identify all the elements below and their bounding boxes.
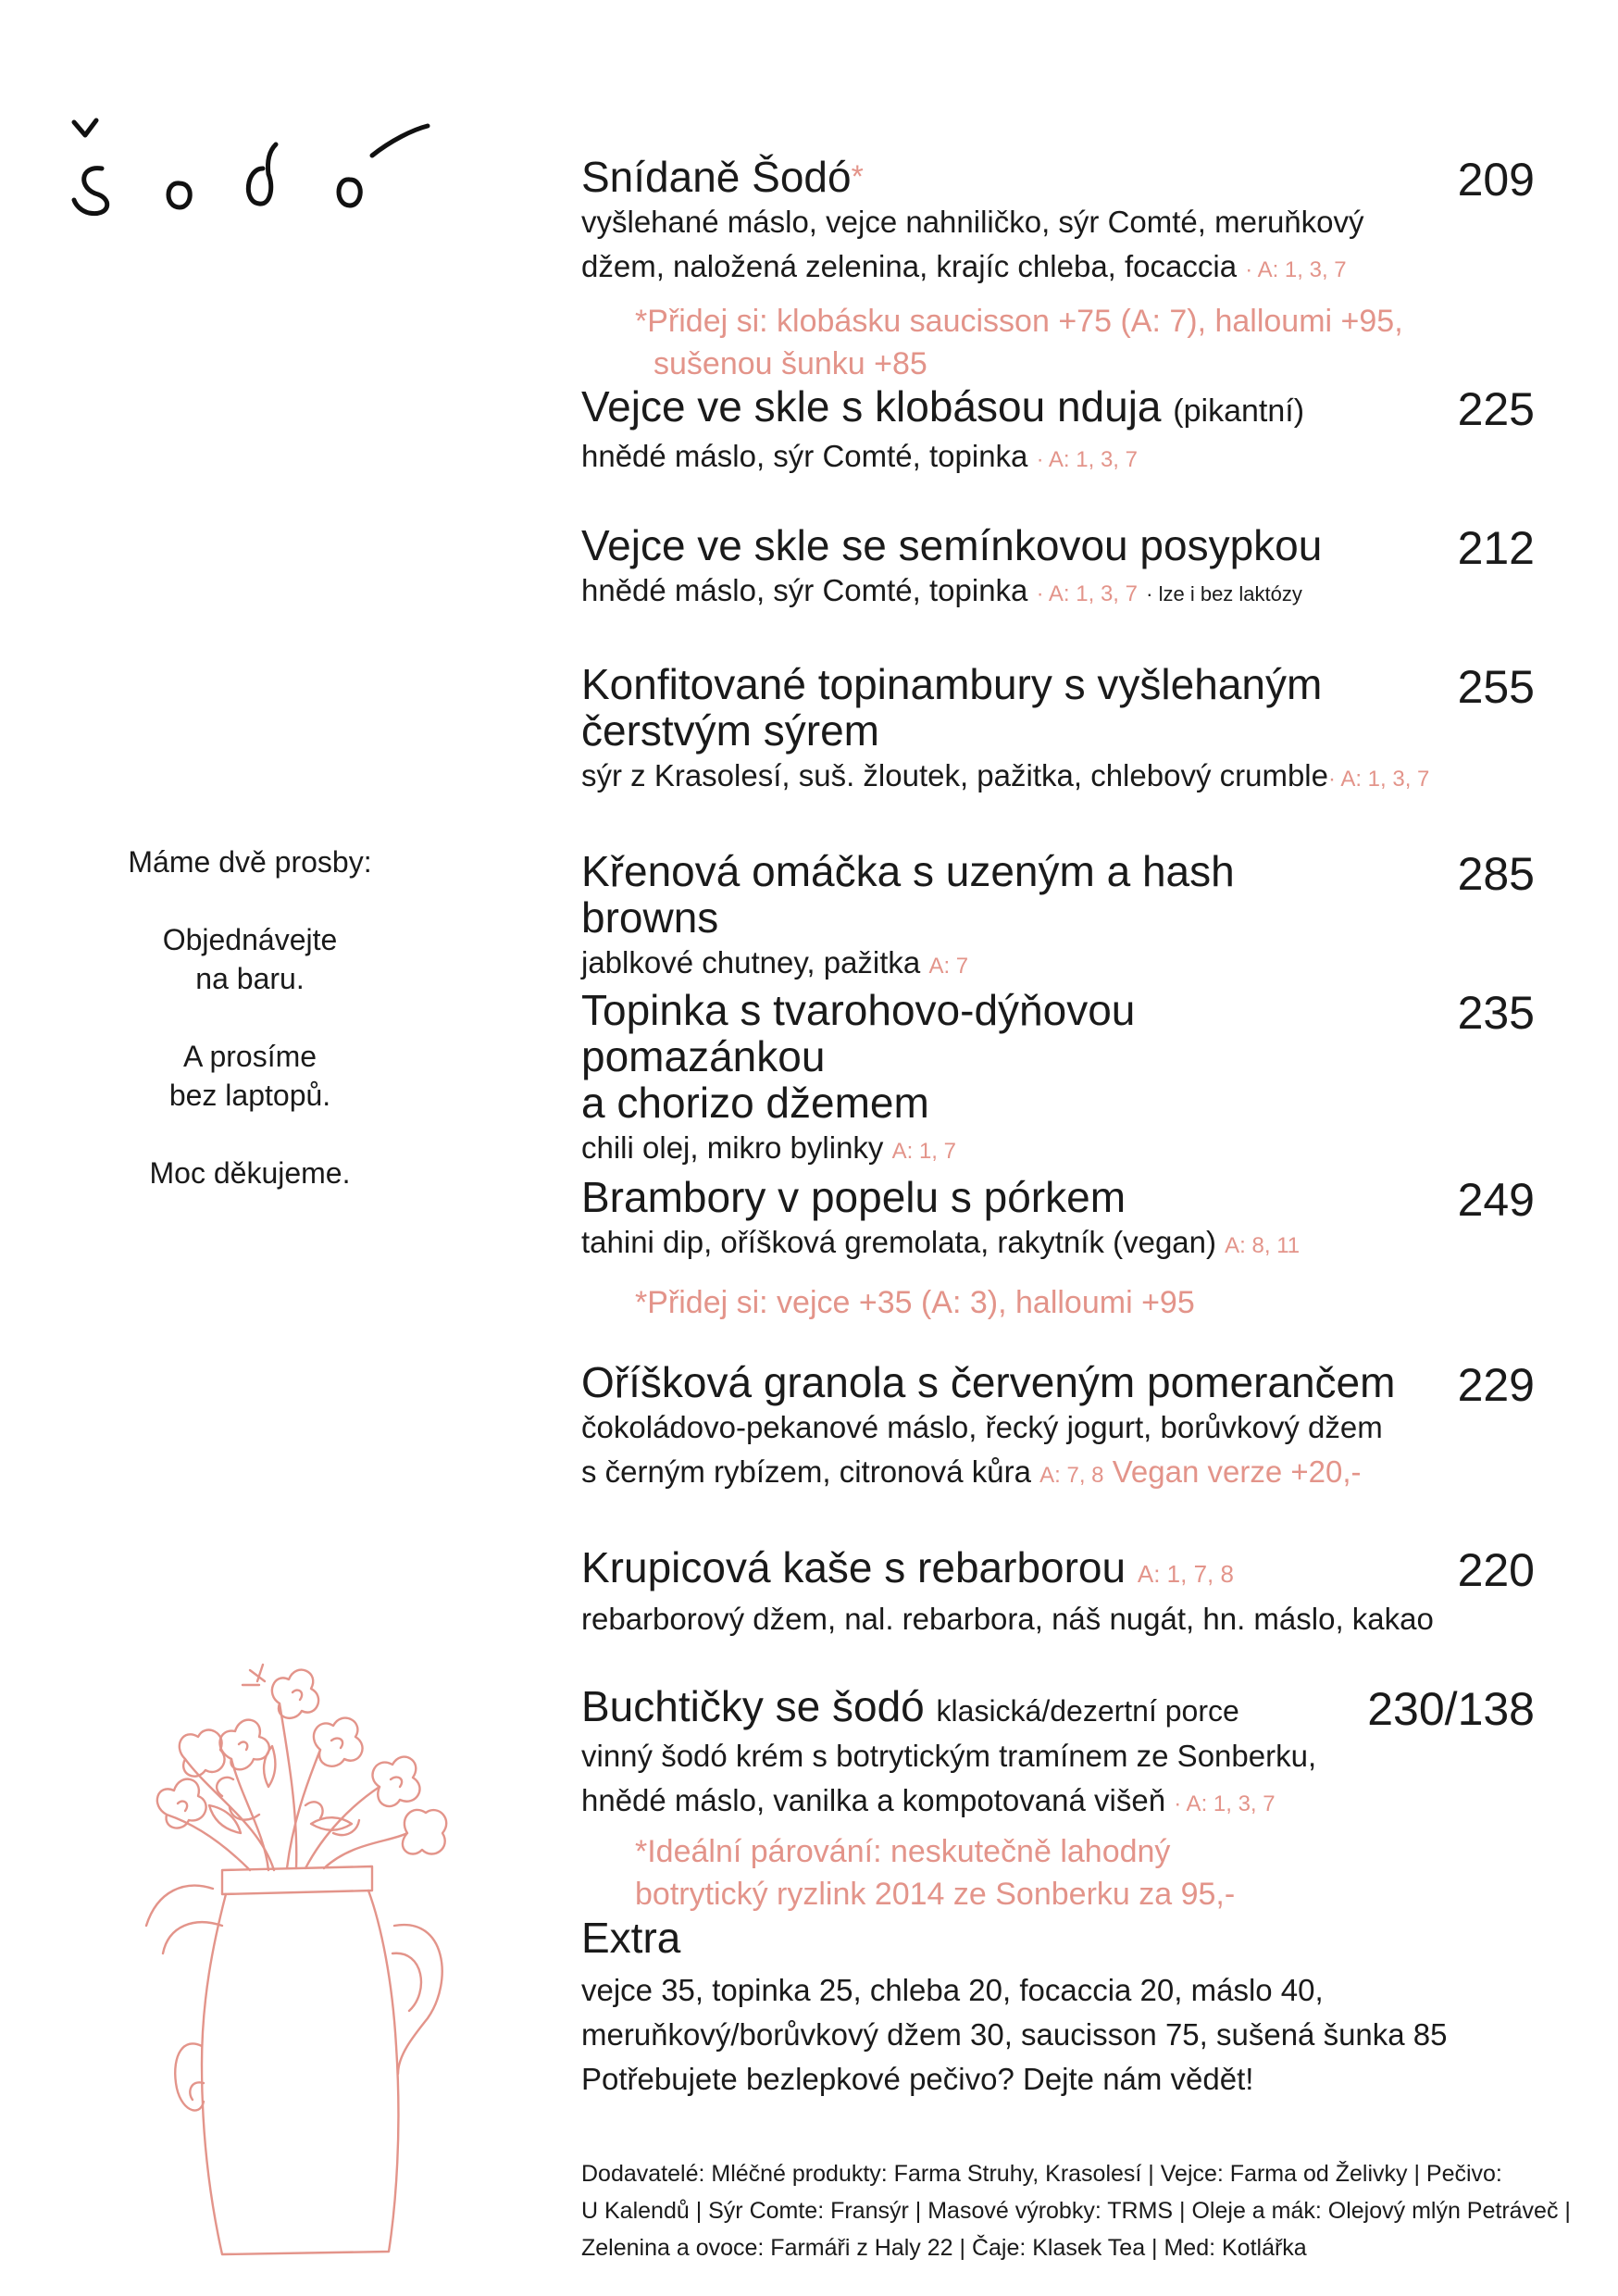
suppliers-list: Dodavatelé: Mléčné produkty: Farma Struhy, Krasolesí | Vejce: Farma od Želivky | Pečivo: U Kalendů | Sýr Comte: Fransýr | Masové výrobky: TRMS | Oleje a mák: Olejový mlýn Petráveč | Zelenina a ovoce: Farmáři z Haly 22 | Čaje: Klasek Tea | Med: Kotlářka	[581, 2161, 1571, 2261]
allergen-info: A: 8, 11	[1225, 1233, 1301, 1258]
allergen-info: A: 1, 7, 8	[1137, 1560, 1234, 1588]
menu-item-buchticky	[581, 1683, 1535, 1915]
addon-note: *Přidej si: vejce +35 (A: 3), halloumi +95	[635, 1285, 1195, 1320]
item-name: Brambory v popelu s pórkem	[581, 1173, 1126, 1221]
item-name-line2: a chorizo džemem	[581, 1079, 929, 1127]
lactose-free-note: · lze i bez laktózy	[1146, 582, 1302, 605]
menu-item-krenova-omacka	[581, 848, 1535, 989]
customer-notes	[56, 842, 444, 1231]
item-description: sýr z Krasolesí, suš. žloutek, pažitka, chlebový crumble	[581, 758, 1328, 792]
allergen-info: · A: 1, 3, 7	[1328, 767, 1430, 792]
addon-note: *Přidej si: klobásku saucisson +75 (A: 7), halloumi +95, sušenou šunku +85	[635, 304, 1403, 381]
notes-no-laptops: A prosíme bez laptopů.	[168, 1040, 331, 1112]
item-price: 229	[1457, 1359, 1535, 1411]
menu-item-vejce-nduja	[581, 383, 1535, 482]
item-description: džem, naložená zelenina, krajíc chleba, focaccia	[581, 249, 1238, 283]
item-price: 249	[1457, 1174, 1535, 1226]
vegan-option: Vegan verze +20,-	[1112, 1454, 1362, 1489]
item-price: 255	[1457, 661, 1535, 713]
item-description: vyšlehané máslo, vejce nahniličko, sýr Comté, meruňkový	[581, 205, 1364, 239]
notes-intro: Máme dvě prosby:	[128, 845, 372, 879]
menu-item-granola	[581, 1359, 1535, 1498]
flower-vase-illustration	[83, 1648, 472, 2259]
item-name: Buchtičky se šodó	[581, 1682, 925, 1730]
item-description: čokoládovo-pekanové máslo, řecký jogurt, borůvkový džem	[581, 1410, 1383, 1444]
item-name: Konfitované topinambury s vyšlehaným	[581, 660, 1323, 708]
allergen-info: A: 7, 8	[1039, 1463, 1104, 1488]
item-name: Křenová omáčka s uzeným a hash browns	[581, 847, 1235, 942]
item-description: vinný šodó krém s botrytickým tramínem ze Sonberku,	[581, 1739, 1317, 1773]
menu-item-topinka-pomazanka	[581, 987, 1535, 1174]
notes-thanks: Moc děkujeme.	[149, 1156, 351, 1190]
menu-item-topinambury	[581, 661, 1535, 802]
item-price: 285	[1457, 848, 1535, 900]
gluten-free-note: Potřebujete bezlepkové pečivo? Dejte nám vědět!	[581, 2062, 1254, 2096]
notes-order-at-bar: Objednávejte na baru.	[162, 923, 338, 995]
item-name: Vejce ve skle s klobásou nduja	[581, 382, 1162, 430]
item-price: 235	[1457, 987, 1535, 1039]
extra-line: vejce 35, topinka 25, chleba 20, focaccia 20, máslo 40,	[581, 1973, 1324, 2007]
item-note: (pikantní)	[1173, 393, 1305, 429]
allergen-info: · A: 1, 3, 7	[1036, 447, 1138, 472]
menu-item-brambory	[581, 1174, 1535, 1324]
extra-line: meruňkový/borůvkový džem 30, saucisson 75, sušená šunka 85	[581, 2017, 1448, 2052]
menu-item-snidane-sodo	[581, 154, 1535, 385]
item-name: Vejce ve skle se semínkovou posypkou	[581, 521, 1323, 569]
item-price: 220	[1457, 1544, 1535, 1596]
item-description: chili olej, mikro bylinky	[581, 1130, 884, 1165]
item-name-line2: čerstvým sýrem	[581, 706, 879, 755]
menu-item-vejce-seminka	[581, 522, 1535, 617]
menu-item-krupicova-kase	[581, 1544, 1535, 1641]
allergen-info: · A: 1, 3, 7	[1036, 581, 1138, 606]
item-name: Topinka s tvarohovo-dýňovou pomazánkou	[581, 986, 1136, 1080]
extra-title: Extra	[581, 1914, 681, 1962]
item-description: s černým rybízem, citronová kůra	[581, 1454, 1031, 1489]
allergen-info: A: 7	[928, 954, 969, 979]
item-description: hnědé máslo, vanilka a kompotovaná višeň	[581, 1783, 1166, 1817]
item-note: klasická/dezertní porce	[936, 1694, 1239, 1728]
pairing-note: *Ideální párování: neskutečně lahodný botrytický ryzlink 2014 ze Sonberku za 95,-	[635, 1834, 1236, 1912]
allergen-info: A: 1, 7	[891, 1139, 956, 1164]
item-price: 209	[1457, 154, 1535, 206]
item-name: Snídaně Šodó	[581, 153, 852, 201]
item-description: hnědé máslo, sýr Comté, topinka	[581, 439, 1028, 473]
extra-section	[581, 1915, 1535, 2102]
sodo-logo	[61, 104, 431, 224]
allergen-info: · A: 1, 3, 7	[1245, 257, 1347, 282]
item-price: 225	[1457, 383, 1535, 435]
item-price: 230/138	[1367, 1683, 1535, 1735]
item-name: Oříšková granola s červeným pomerančem	[581, 1358, 1396, 1406]
asterisk: *	[851, 159, 864, 194]
item-description: tahini dip, oříšková gremolata, rakytník (vegan)	[581, 1225, 1216, 1259]
item-description: hnědé máslo, sýr Comté, topinka	[581, 573, 1028, 607]
item-price: 212	[1457, 522, 1535, 574]
item-description: rebarborový džem, nal. rebarbora, náš nugát, hn. máslo, kakao	[581, 1602, 1434, 1636]
item-name: Krupicová kaše s rebarborou	[581, 1543, 1126, 1591]
item-description: jablkové chutney, pažitka	[581, 945, 921, 980]
allergen-info: · A: 1, 3, 7	[1174, 1791, 1276, 1816]
